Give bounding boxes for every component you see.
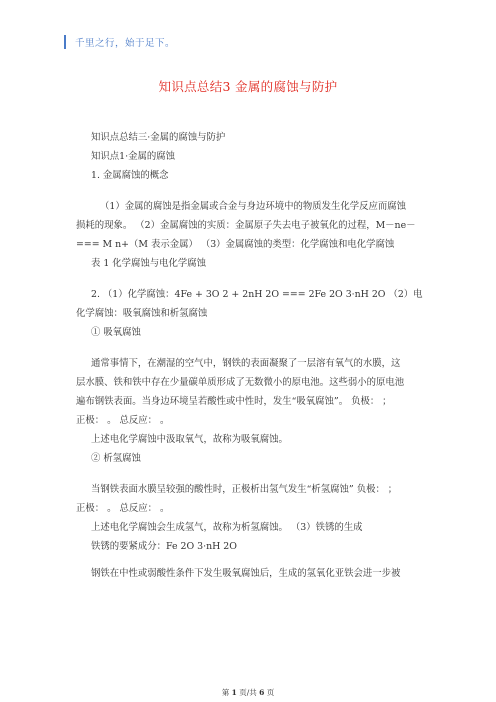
paragraph-line: 上述电化学腐蚀会生成氢气，故称为析氢腐蚀。 （3）铁锈的生成 — [91, 522, 363, 533]
paragraph-line: 当钢铁表面水膜呈较强的酸性时，正极析出氢气发生“析氢腐蚀” 负极： ； — [91, 484, 398, 495]
page-header — [64, 34, 175, 50]
paragraph-line: 2. （1）化学腐蚀：4Fe + 3O 2 + 2nH 2O === 2Fe 2O 3·nH 2O （2）电 — [91, 289, 423, 300]
paragraph-line: 铁锈的要紧成分：Fe 2O 3·nH 2O — [91, 541, 237, 552]
paragraph-line: 损耗的现象。 （2）金属腐蚀的实质：金属原子失去电子被氧化的过程，M－ne－ — [76, 220, 416, 231]
footer-page-total: 6 — [259, 688, 265, 697]
header-accent-bar — [64, 35, 66, 49]
paragraph-line: 化学腐蚀：吸氧腐蚀和析氢腐蚀 — [76, 308, 208, 319]
footer-prefix: 第 — [221, 688, 232, 697]
item-heading: 1. 金属腐蚀的概念 — [91, 170, 169, 181]
document-title: 知识点总结3 金属的腐蚀与防护 — [158, 79, 338, 94]
paragraph-line: 通常事情下，在潮湿的空气中，钢铁的表面凝聚了一层溶有氧气的水膜，这 — [91, 358, 401, 369]
list-item-heading: ① 吸氧腐蚀 — [91, 327, 141, 338]
footer-suffix: 页 — [264, 688, 275, 697]
subsection-heading: 知识点1·金属的腐蚀 — [91, 151, 175, 162]
footer-middle: 页/共 — [236, 688, 260, 697]
paragraph-line: 遍布钢铁表面。当身边环境呈若酸性或中性时，发生“吸氧腐蚀”。 负极： ； — [76, 396, 392, 407]
paragraph-line: 上述电化学腐蚀中汲取氧气，故称为吸氧腐蚀。 — [91, 434, 288, 445]
paragraph-line: === M n+（M 表示金属） （3）金属腐蚀的类型：化学腐蚀和电化学腐蚀 — [76, 239, 395, 250]
footer-page-number: 1 — [231, 688, 237, 697]
paragraph-line: （1）金属的腐蚀是指金属或合金与身边环境中的物质发生化学反应而腐蚀 — [100, 201, 406, 212]
document-body — [76, 128, 423, 583]
header-motto: 千里之行，始于足下。 — [75, 38, 176, 49]
paragraph-line: 正极： 。 总反应： 。 — [76, 415, 170, 426]
table-caption: 表 1 化学腐蚀与电化学腐蚀 — [91, 258, 207, 269]
paragraph-line: 钢铁在中性或弱酸性条件下发生吸氧腐蚀后，生成的氢氧化亚铁会进一步被 — [91, 568, 401, 579]
section-heading: 知识点总结三·金属的腐蚀与防护 — [91, 132, 226, 143]
list-item-heading: ② 析氢腐蚀 — [91, 453, 141, 464]
paragraph-line: 层水膜、铁和铁中存在少量碳单质形成了无数微小的原电池。这些弱小的原电池 — [76, 377, 405, 388]
paragraph-line: 正极： 。 总反应： 。 — [76, 503, 170, 514]
page-footer — [0, 687, 496, 698]
